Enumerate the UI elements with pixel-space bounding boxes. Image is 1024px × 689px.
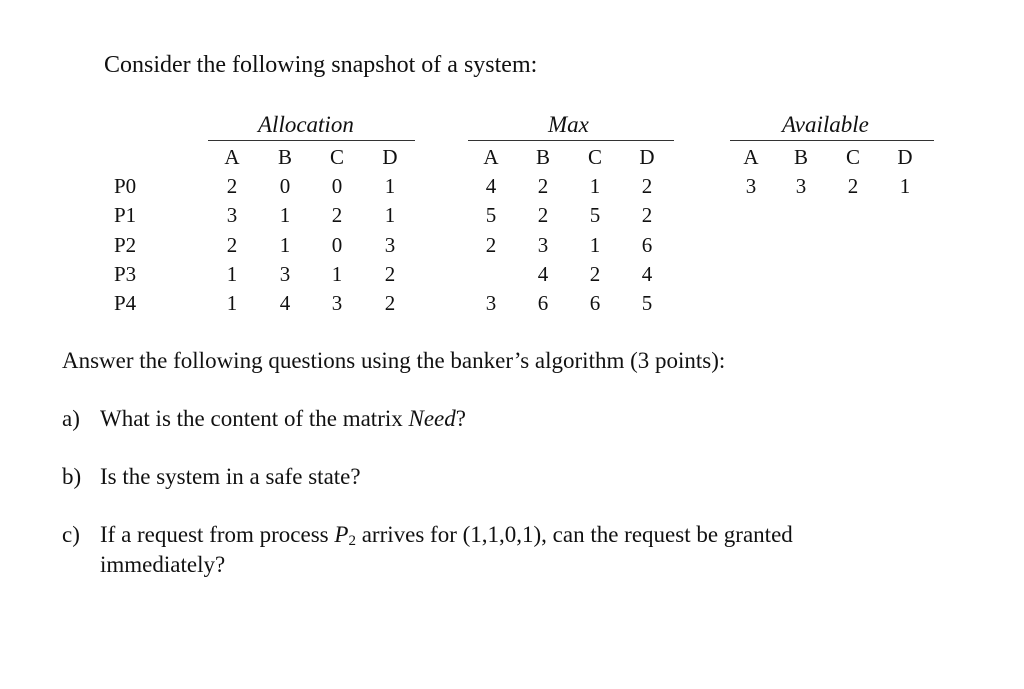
question-c-text-2: arrives for (1,1,0,1), can the request be granted (355, 522, 793, 547)
allocation-cell: 3 (279, 262, 291, 286)
allocation-cell: 2 (226, 174, 238, 198)
allocation-cell: 2 (384, 291, 396, 315)
available-rule (730, 140, 934, 141)
max-cell: 6 (641, 233, 653, 257)
allocation-rule (208, 140, 415, 141)
allocation-cell: 2 (226, 233, 238, 257)
allocation-cell: 1 (226, 262, 238, 286)
max-cell: 1 (589, 233, 601, 257)
max-cell: 2 (485, 233, 497, 257)
max-cell: 3 (537, 233, 549, 257)
question-a-emphasis: Need (408, 406, 456, 431)
max-col-header-c: C (587, 145, 602, 169)
question-c-label: c) (62, 522, 80, 547)
available-col-header-a: A (743, 145, 759, 169)
available-header: Available (782, 112, 869, 137)
question-b (62, 464, 361, 490)
allocation-cell: 3 (226, 203, 238, 227)
available-cell: 2 (847, 174, 859, 198)
max-cell: 2 (641, 203, 653, 227)
allocation-col-header-d: D (382, 145, 398, 169)
question-c-process: P (334, 522, 349, 547)
allocation-cell: 0 (279, 174, 291, 198)
question-c-continuation: immediately? (100, 552, 226, 577)
question-b-label: b) (62, 464, 82, 489)
max-cell: 2 (537, 174, 549, 198)
question-b-text: Is the system in a safe state? (100, 464, 361, 489)
question-a-end: ? (455, 406, 466, 431)
max-cell: 1 (589, 174, 601, 198)
allocation-cell: 1 (331, 262, 343, 286)
max-cell: 2 (589, 262, 601, 286)
allocation-cell: 1 (279, 203, 291, 227)
max-rule (468, 140, 674, 141)
available-cell: 1 (899, 174, 911, 198)
allocation-col-header-c: C (329, 145, 344, 169)
max-cell: 6 (589, 291, 601, 315)
allocation-cell: 1 (384, 174, 396, 198)
allocation-col-header-a: A (224, 145, 240, 169)
process-label-p0: P0 (114, 174, 137, 198)
available-col-header-b: B (793, 145, 808, 169)
max-cell: 4 (641, 262, 653, 286)
max-cell: 6 (537, 291, 549, 315)
question-c-text-1: If a request from process (100, 522, 335, 547)
allocation-cell: 2 (331, 203, 343, 227)
question-c (62, 522, 793, 548)
max-cell: 3 (485, 291, 497, 315)
available-cell: 3 (795, 174, 807, 198)
max-cell: 2 (641, 174, 653, 198)
allocation-cell: 0 (331, 233, 343, 257)
max-cell: 4 (485, 174, 497, 198)
max-cell: 5 (641, 291, 653, 315)
max-col-header-b: B (535, 145, 550, 169)
allocation-cell: 2 (384, 262, 396, 286)
allocation-cell: 1 (384, 203, 396, 227)
available-cell: 3 (745, 174, 757, 198)
question-a-text: What is the content of the matrix (100, 406, 409, 431)
allocation-cell: 0 (331, 174, 343, 198)
allocation-cell: 1 (279, 233, 291, 257)
allocation-cell: 4 (279, 291, 291, 315)
max-col-header-a: A (483, 145, 499, 169)
question-a-label: a) (62, 406, 80, 431)
intro-text: Consider the following snapshot of a system: (104, 52, 538, 78)
process-label-p2: P2 (114, 233, 137, 257)
question-a (62, 406, 466, 432)
available-col-header-c: C (845, 145, 860, 169)
max-cell: 5 (589, 203, 601, 227)
process-label-p3: P3 (114, 262, 137, 286)
process-label-p1: P1 (114, 203, 137, 227)
prompt-text: Answer the following questions using the banker’s algorithm (3 points): (62, 348, 726, 373)
process-label-p4: P4 (114, 291, 137, 315)
allocation-cell: 1 (226, 291, 238, 315)
max-cell: 2 (537, 203, 549, 227)
max-header: Max (548, 112, 589, 137)
allocation-header: Allocation (258, 112, 354, 137)
allocation-cell: 3 (384, 233, 396, 257)
max-cell: 4 (537, 262, 549, 286)
allocation-col-header-b: B (277, 145, 292, 169)
allocation-cell: 3 (331, 291, 343, 315)
available-col-header-d: D (897, 145, 913, 169)
max-col-header-d: D (639, 145, 655, 169)
question-c-process-sub: 2 (348, 533, 356, 549)
max-cell: 5 (485, 203, 497, 227)
